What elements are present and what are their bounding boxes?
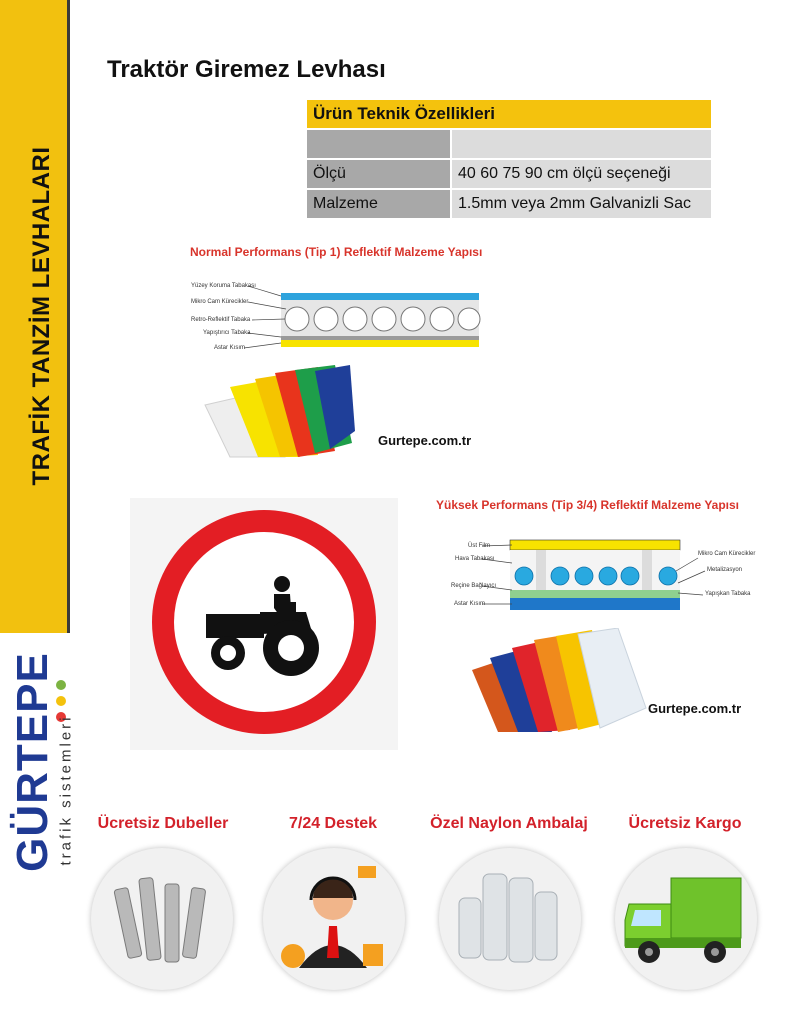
adhesive-layer bbox=[281, 336, 479, 340]
spec-key bbox=[306, 129, 451, 159]
normal-sheets-image bbox=[200, 365, 360, 460]
spec-table-row bbox=[306, 189, 712, 219]
adhesive-layer bbox=[510, 590, 680, 598]
layer-label: Mikro Cam Kürecikler bbox=[698, 551, 756, 557]
high-performance-title: Yüksek Performans (Tip 3/4) Reflektif Malzeme Yapısı bbox=[436, 498, 740, 512]
layer-label: Hava Tabakası bbox=[455, 556, 495, 562]
spec-key: Malzeme bbox=[306, 189, 451, 219]
feature-label-packaging: Özel Naylon Ambalaj bbox=[430, 815, 588, 832]
watermark-text: Gurtepe.com.tr bbox=[648, 701, 742, 716]
layer-label: Mikro Cam Kürecikler bbox=[191, 299, 249, 305]
spec-value: 40 60 75 90 cm ölçü seçeneği bbox=[451, 159, 712, 189]
page-title: Traktör Giremez Levhası bbox=[107, 56, 386, 83]
top-film-layer bbox=[510, 540, 680, 550]
tractor-prohibited-sign bbox=[150, 508, 378, 736]
spec-value: 1.5mm veya 2mm Galvanizli Sac bbox=[451, 189, 712, 219]
delivery-truck-icon bbox=[615, 848, 757, 990]
layer-label: Yüzey Koruma Tabakası bbox=[191, 283, 256, 289]
liner-layer bbox=[510, 598, 680, 610]
spec-table-header: Ürün Teknik Özellikleri bbox=[306, 99, 712, 129]
logo-tagline: trafik sistemleri bbox=[57, 714, 75, 866]
spec-table-row bbox=[306, 159, 712, 189]
high-sheets-image bbox=[470, 628, 650, 736]
spec-value bbox=[451, 129, 712, 159]
nylon-rolls-icon bbox=[439, 848, 581, 990]
layer-label: Metalizasyon bbox=[707, 567, 743, 573]
layer-label: Astar Kısım bbox=[214, 345, 246, 351]
spec-table-row bbox=[306, 129, 712, 159]
watermark-text: Gurtepe.com.tr bbox=[378, 433, 472, 448]
surface-protection-layer bbox=[281, 293, 479, 300]
normal-performance-title: Normal Performans (Tip 1) Reflektif Malzeme Yapısı bbox=[190, 245, 483, 259]
layer-label: Yapıştırıcı Tabaka bbox=[203, 330, 251, 336]
feature-label-support: 7/24 Destek bbox=[288, 815, 378, 832]
spec-table-header-row bbox=[306, 99, 712, 129]
liner-layer bbox=[281, 340, 479, 347]
anchor-bolts-icon bbox=[91, 848, 233, 990]
support-agent-icon bbox=[263, 848, 405, 990]
layer-label: Yapışkan Tabaka bbox=[705, 591, 751, 597]
spec-table bbox=[305, 98, 713, 220]
spec-key: Ölçü bbox=[306, 159, 451, 189]
layer-label: Retro-Reflektif Tabaka bbox=[191, 317, 251, 323]
layer-label: Üst Film bbox=[468, 543, 490, 549]
side-band-label: TRAFİK TANZİM LEVHALARI bbox=[28, 146, 55, 486]
feature-label-dowels: Ücretsiz Dubeller bbox=[97, 815, 229, 832]
layer-label: Astar Kısım bbox=[454, 601, 486, 607]
feature-label-shipping: Ücretsiz Kargo bbox=[628, 815, 742, 832]
logo-wordmark: GÜRTEPE bbox=[8, 652, 57, 872]
layer-label: Reçine Bağlayıcı bbox=[451, 583, 497, 589]
side-category-band bbox=[0, 0, 70, 633]
brand-logo bbox=[0, 650, 80, 930]
